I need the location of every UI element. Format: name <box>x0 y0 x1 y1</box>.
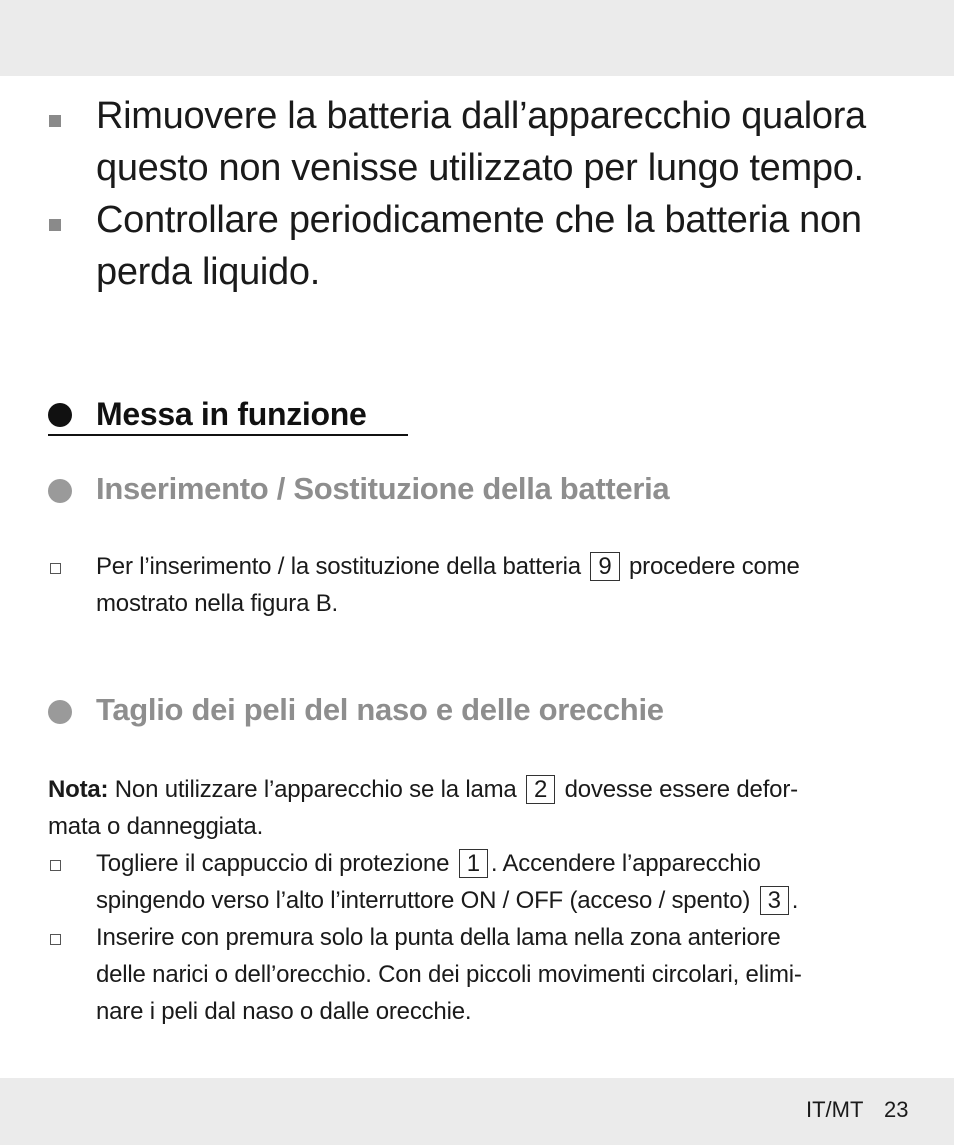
text-span: mostrato nella figura B. <box>96 590 338 617</box>
subsection-title: Inserimento / Sostituzione della batteria <box>96 471 670 506</box>
note-label: Nota: <box>48 776 109 803</box>
section-dot-icon <box>48 403 72 427</box>
text-span: spingendo verso l’alto l’interruttore ON / OFF (acceso / spento) <box>96 887 751 914</box>
top-band <box>0 0 954 76</box>
section-title: Messa in funzione <box>96 396 367 432</box>
part-ref-badge: 2 <box>526 775 555 804</box>
checkbox-bullet-icon <box>50 860 61 871</box>
text-span: nare i peli dal naso o dalle orecchie. <box>96 998 472 1025</box>
square-bullet-icon <box>49 115 61 127</box>
text-span: procedere come <box>629 553 800 580</box>
paragraph <box>96 845 926 919</box>
subsection-title: Taglio dei peli del naso e delle orecchie <box>96 692 664 727</box>
note-paragraph <box>48 771 928 845</box>
part-ref-badge: 9 <box>590 552 619 581</box>
text-span: Togliere il cappuccio di protezione <box>96 850 450 877</box>
bullet-text: Rimuovere la batteria dall’apparecchio qualora questo non venisse utilizzato per lungo tempo. <box>96 95 866 189</box>
bullet-text: Controllare periodicamente che la batteria non perda liquido. <box>96 199 862 293</box>
checkbox-bullet-icon <box>50 563 61 574</box>
text-span: Inserire con premura solo la punta della lama nella zona anteriore <box>96 924 781 951</box>
text-span: delle narici o dell’orecchio. Con dei piccoli movimenti circolari, elimi- <box>96 961 802 988</box>
text-span: Per l’inserimento / la sostituzione della batteria <box>96 553 581 580</box>
part-ref-badge: 3 <box>760 886 789 915</box>
text-span: . Accendere l’apparecchio <box>490 850 761 877</box>
text-span: mata o danneggiata. <box>48 813 264 840</box>
text-span: dovesse essere defor- <box>564 776 798 803</box>
text-span: . <box>791 887 799 914</box>
footer-language: IT/MT <box>806 1097 864 1122</box>
subsection-dot-icon <box>48 700 72 724</box>
page-number: 23 <box>884 1097 909 1122</box>
square-bullet-icon <box>49 219 61 231</box>
text-span: Non utilizzare l’apparecchio se la lama <box>114 776 517 803</box>
paragraph <box>96 548 916 622</box>
part-ref-badge: 1 <box>459 849 488 878</box>
paragraph <box>96 919 926 1030</box>
section-underline <box>48 434 408 436</box>
subsection-dot-icon <box>48 479 72 503</box>
checkbox-bullet-icon <box>50 934 61 945</box>
